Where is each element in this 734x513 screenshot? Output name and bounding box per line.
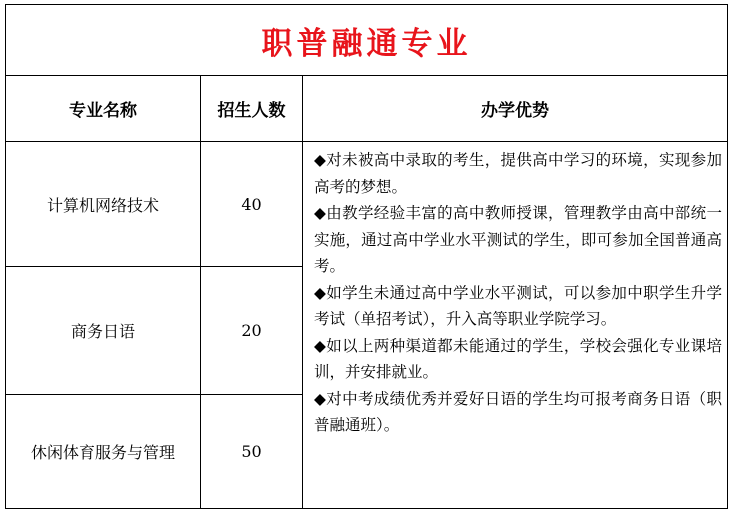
header-enrollment: 招生人数 [217,101,286,121]
major-name-3: 休闲体育服务与管理 [30,443,175,462]
advantages-list [306,141,724,439]
majors-table [5,4,728,509]
advantage-item-4: ◆如以上两种渠道都未能通过的学生，学校会强化专业课培训，并安排就业。 [314,336,722,381]
header-major: 专业名称 [69,101,137,121]
table-title: 职普融通专业 [261,25,472,62]
major-name-2: 商务日语 [70,322,135,341]
advantage-item-3: ◆如学生未通过高中学业水平测试，可以参加中职学生升学考试（单招考试），升入高等职业学院学习。 [314,283,722,328]
enrollment-count-3: 50 [241,442,262,461]
header-advantages: 办学优势 [481,101,549,121]
advantage-item-1: ◆对未被高中录取的考生，提供高中学习的环境，实现参加高考的梦想。 [314,151,722,196]
advantage-item-2: ◆由教学经验丰富的高中教师授课，管理教学由高中部统一实施，通过高中学业水平测试的学生，即可参加全国普通高考。 [314,204,722,275]
enrollment-count-1: 40 [241,194,262,214]
advantage-item-5: ◆对中考成绩优秀并爱好日语的学生均可报考商务日语（职普融通班）。 [314,389,722,434]
enrollment-count-2: 20 [241,321,262,340]
major-name-1: 计算机网络技术 [46,195,159,215]
